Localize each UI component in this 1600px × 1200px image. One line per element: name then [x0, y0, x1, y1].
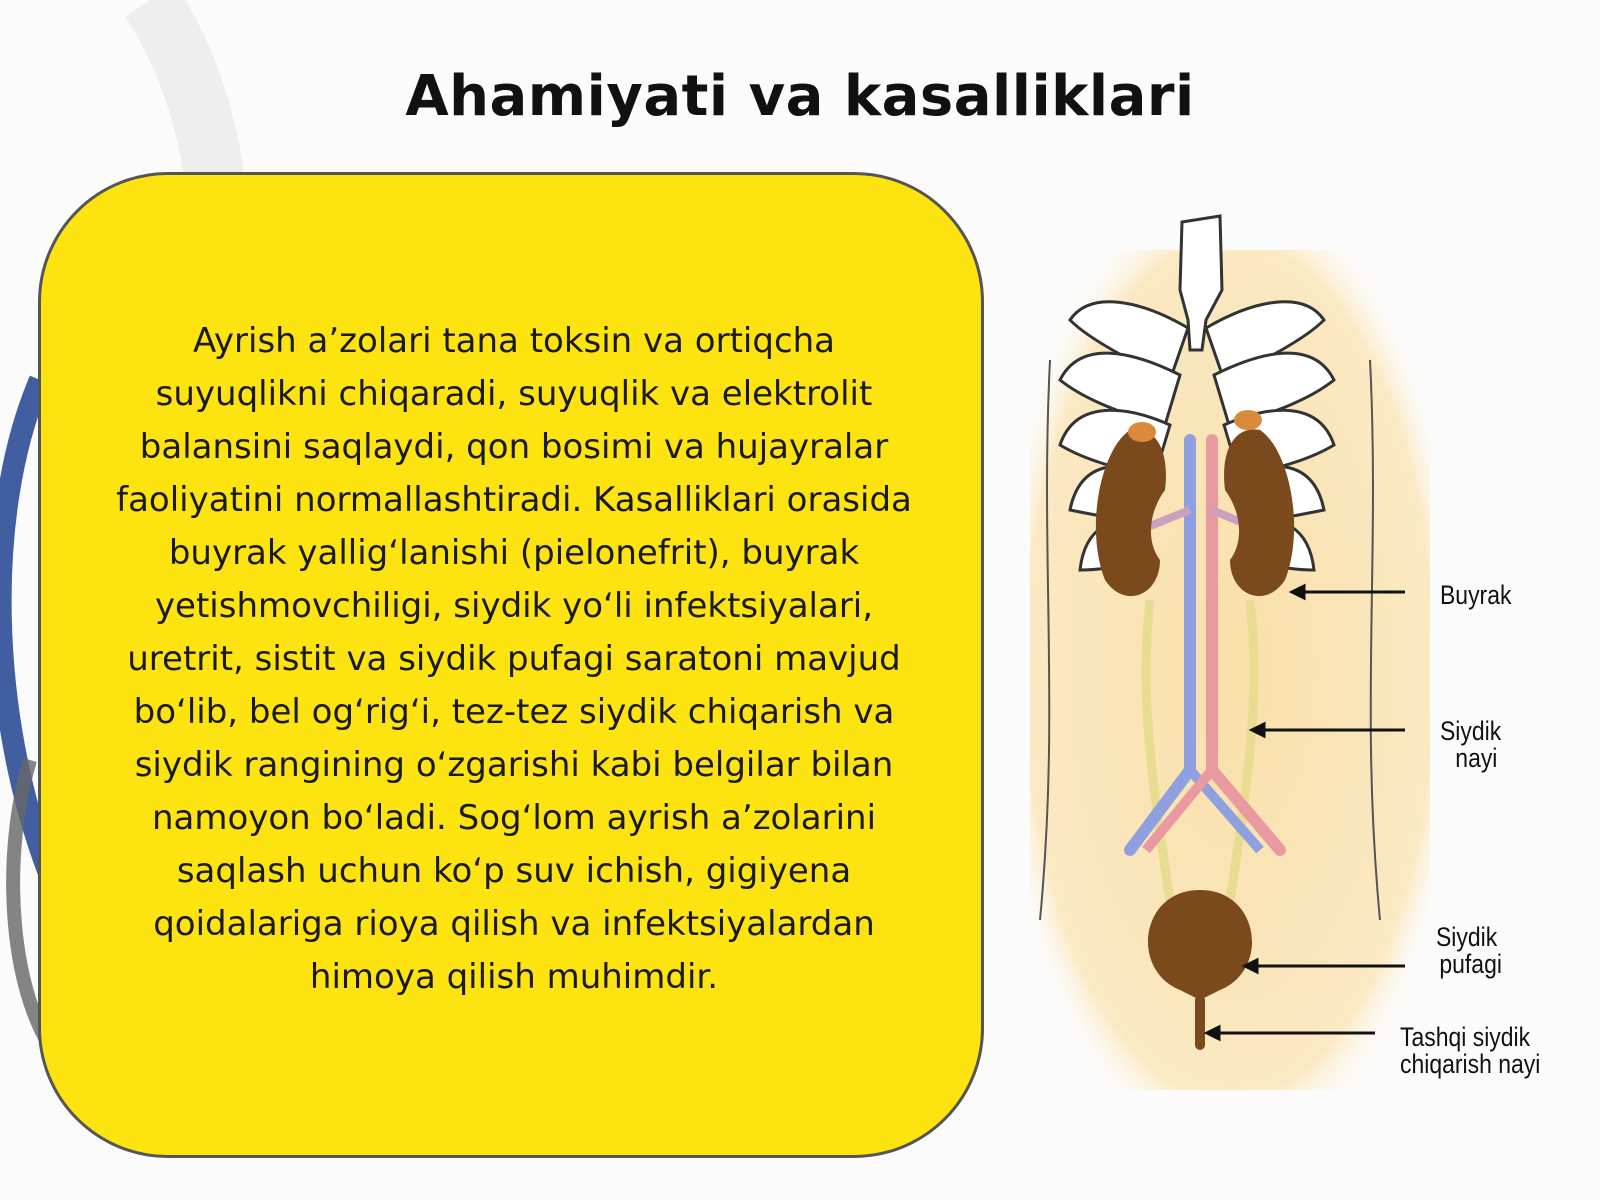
- adrenal-right: [1234, 410, 1262, 430]
- label-ureter: [1440, 718, 1501, 772]
- label-bladder-line1: Siydik: [1436, 922, 1498, 952]
- label-kidney: [1440, 582, 1511, 609]
- adrenal-left: [1128, 422, 1156, 442]
- body-paragraph: Ayrish a’zolari tana toksin va ortiqcha suyuqlikni chiqaradi, suyuqlik va elektrolit balansini saqlaydi, qon bosimi va hujayralar faoliyatini normallashtiradi. Kasalliklari orasida buyrak yallig‘lanishi (pielonefrit), buyrak yetishmovchiligi, siydik yo‘li infektsiyalari, uretrit, sistit va siydik pufagi saratoni mavjud bo‘lib, bel og‘rig‘i, tez-tez siydik chiqarish va siydik rangining o‘zgarishi kabi belgilar bilan namoyon bo‘ladi. Sog‘lom ayrish a’zolarini saqlash uchun ko‘p suv ichish, gigiyena qoidalariga rioya qilish va infektsiyalardan himoya qilish muhimdir.: [116, 321, 912, 997]
- label-ureter-line1: Siydik: [1440, 716, 1502, 746]
- text-card: [38, 172, 984, 1158]
- label-urethra: [1400, 1024, 1540, 1078]
- label-urethra-line1: Tashqi siydik: [1400, 1022, 1531, 1052]
- label-urethra-line2: chiqarish nayi: [1400, 1049, 1541, 1079]
- label-kidney-text: Buyrak: [1440, 580, 1512, 610]
- slide-title: Ahamiyati va kasalliklari: [405, 64, 1195, 129]
- label-bladder-line2: pufagi: [1439, 949, 1502, 979]
- label-bladder: [1436, 924, 1502, 978]
- label-ureter-line2: nayi: [1455, 743, 1498, 773]
- urinary-system-illustration: [1030, 210, 1590, 1110]
